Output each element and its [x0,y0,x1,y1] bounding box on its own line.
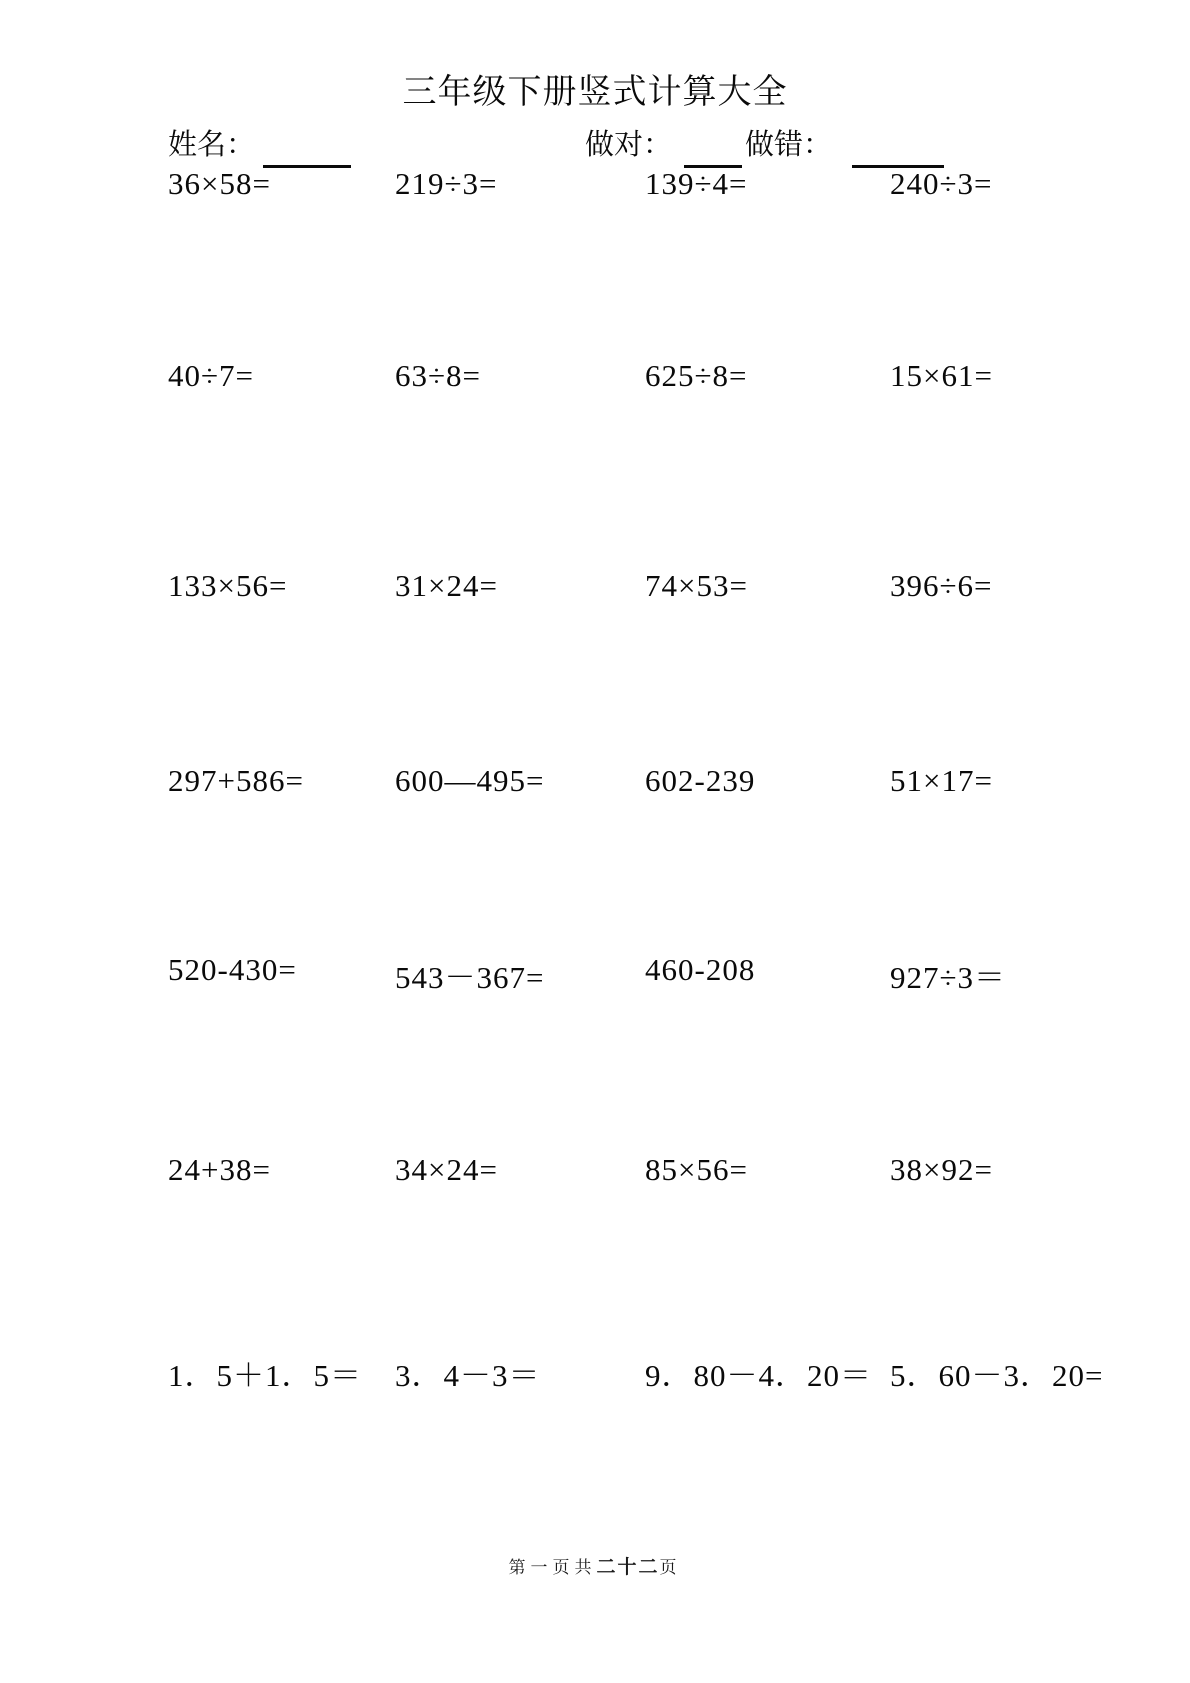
problem: 3．4－3＝ [395,1358,541,1393]
footer-page-suffix: 页 [659,1558,682,1577]
footer-page-total: 二十二 [596,1557,660,1578]
wrong-count-field [745,122,944,163]
problem-row [0,568,1190,604]
problem-row [0,1152,1190,1188]
name-label: 姓名： [168,129,256,161]
correct-count-field [585,122,742,163]
problem: 219÷3= [395,166,498,201]
wrong-count-label: 做错： [745,129,833,161]
problem: 297+586= [168,763,304,798]
problem-row [0,763,1190,799]
problem: 15×61= [890,358,993,393]
problem: 460-208 [645,952,756,987]
name-field [168,122,351,163]
problem: 31×24= [395,568,498,603]
problem: 520-430= [168,952,297,987]
problem: 600—495= [395,763,545,798]
page-footer [0,1552,1190,1579]
problem: 85×56= [645,1152,748,1187]
problem: 36×58= [168,166,271,201]
problem: 24+38= [168,1152,271,1187]
problem: 74×53= [645,568,748,603]
problem: 602-239 [645,763,756,798]
correct-count-label: 做对： [585,129,673,161]
problem: 34×24= [395,1152,498,1187]
problem: 240÷3= [890,166,993,201]
page-title: 三年级下册竖式计算大全 [402,74,788,111]
problem-row [0,358,1190,394]
problem: 1．5＋1．5＝ [168,1358,362,1393]
problem-row [0,952,1190,997]
problem-row [0,1350,1190,1395]
problem: 625÷8= [645,358,748,393]
problem: 543－367= [395,960,545,995]
problem: 40÷7= [168,358,254,393]
footer-page-prefix: 第一页共 [508,1558,597,1577]
problem: 9．80－4．20＝ [645,1358,872,1393]
problem: 63÷8= [395,358,481,393]
problem: 927÷3＝ [890,960,1007,995]
problem: 396÷6= [890,568,993,603]
problem: 38×92= [890,1152,993,1187]
problem: 5．60－3．20= [890,1358,1104,1393]
problem-row [0,166,1190,202]
problem: 51×17= [890,763,993,798]
problem: 139÷4= [645,166,748,201]
header-fields [0,122,1190,168]
problem: 133×56= [168,568,288,603]
